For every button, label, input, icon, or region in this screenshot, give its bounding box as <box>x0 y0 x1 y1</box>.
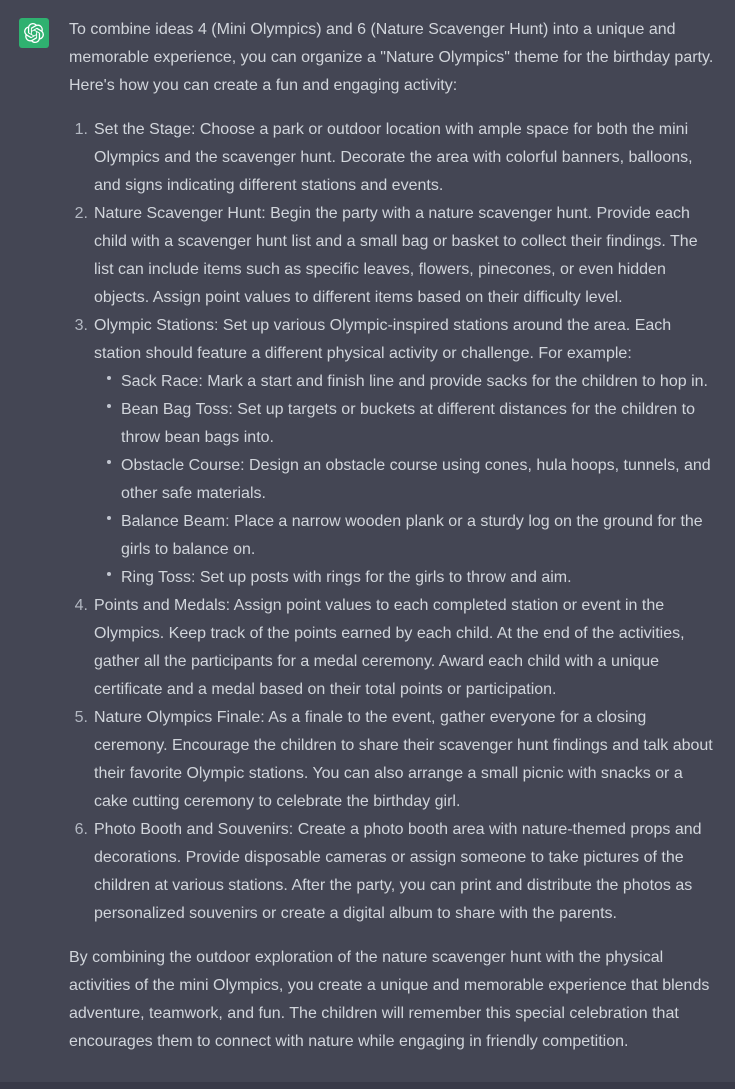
stations-sublist <box>94 368 717 592</box>
list-item-text: Nature Olympics Finale: As a finale to the event, gather everyone for a closing ceremony. Encourage the children to share their scavenger hunt findings and talk about their favorite Olympic stations. You can also arrange a small picnic with snacks or a cake cutting ceremony to celebrate the birthday girl. <box>94 709 713 810</box>
sublist-item-text: Obstacle Course: Design an obstacle course using cones, hula hoops, tunnels, and other safe materials. <box>121 457 711 502</box>
steps-list <box>69 116 717 928</box>
list-item-3 <box>74 312 717 592</box>
list-item-text: Points and Medals: Assign point values to each completed station or event in the Olympics. Keep track of the points earned by each child. At the end of the activities, gather all the participants for a medal ceremony. Award each child with a unique certificate and a medal based on their total points or participation. <box>94 597 685 698</box>
list-item-4 <box>74 592 717 704</box>
list-number: 1. <box>74 121 88 138</box>
list-item-6 <box>74 816 717 928</box>
list-number: 5. <box>74 709 88 726</box>
list-item-2 <box>74 200 717 312</box>
assistant-avatar <box>19 18 49 48</box>
list-item-text: Olympic Stations: Set up various Olympic-inspired stations around the area. Each station should feature a different physical activity or challenge. For example: <box>94 317 672 362</box>
sublist-item-sack-race <box>121 368 717 396</box>
sublist-item-text: Balance Beam: Place a narrow wooden plank or a sturdy log on the ground for the girls to balance on. <box>121 513 703 558</box>
next-row-strip <box>0 1082 735 1089</box>
bullet-icon <box>107 516 111 520</box>
outro-paragraph: By combining the outdoor exploration of the nature scavenger hunt with the physical activities of the mini Olympics, you create a unique and memorable experience that blends adventure, teamwork, and fun. The children will remember this special celebration that encourages them to connect with nature while engaging in friendly competition. <box>69 949 710 1050</box>
sublist-item-balance-beam <box>121 508 717 564</box>
sublist-item-text: Sack Race: Mark a start and finish line and provide sacks for the children to hop in. <box>121 373 708 390</box>
sublist-item-text: Ring Toss: Set up posts with rings for the girls to throw and aim. <box>121 569 572 586</box>
intro-paragraph: To combine ideas 4 (Mini Olympics) and 6 (Nature Scavenger Hunt) into a unique and memorable experience, you can organize a "Nature Olympics" theme for the birthday party. Here's how you can create a fun and engaging activity: <box>69 21 714 94</box>
list-number: 6. <box>74 821 88 838</box>
list-item-5 <box>74 704 717 816</box>
list-number: 3. <box>74 317 88 334</box>
openai-logo-icon <box>24 23 44 43</box>
bullet-icon <box>107 572 111 576</box>
bullet-icon <box>107 460 111 464</box>
sublist-item-obstacle-course <box>121 452 717 508</box>
list-number: 4. <box>74 597 88 614</box>
list-item-text: Nature Scavenger Hunt: Begin the party with a nature scavenger hunt. Provide each child with a scavenger hunt list and a small bag or basket to collect their findings. The list can include items such as specific leaves, flowers, pinecones, or even hidden objects. Assign point values to different items based on their difficulty level. <box>94 205 698 306</box>
message-content <box>69 16 717 1056</box>
bullet-icon <box>107 376 111 380</box>
sublist-item-ring-toss <box>121 564 717 592</box>
list-item-text: Set the Stage: Choose a park or outdoor location with ample space for both the mini Olympics and the scavenger hunt. Decorate the area with colorful banners, balloons, and signs indicating different stations and events. <box>94 121 693 194</box>
bullet-icon <box>107 404 111 408</box>
list-item-1 <box>74 116 717 200</box>
sublist-item-text: Bean Bag Toss: Set up targets or buckets at different distances for the children to throw bean bags into. <box>121 401 695 446</box>
list-number: 2. <box>74 205 88 222</box>
list-item-text: Photo Booth and Souvenirs: Create a photo booth area with nature-themed props and decorations. Provide disposable cameras or assign someone to take pictures of the children at various stations. After the party, you can print and distribute the photos as personalized souvenirs or create a digital album to share with the parents. <box>94 821 702 922</box>
sublist-item-bean-bag-toss <box>121 396 717 452</box>
